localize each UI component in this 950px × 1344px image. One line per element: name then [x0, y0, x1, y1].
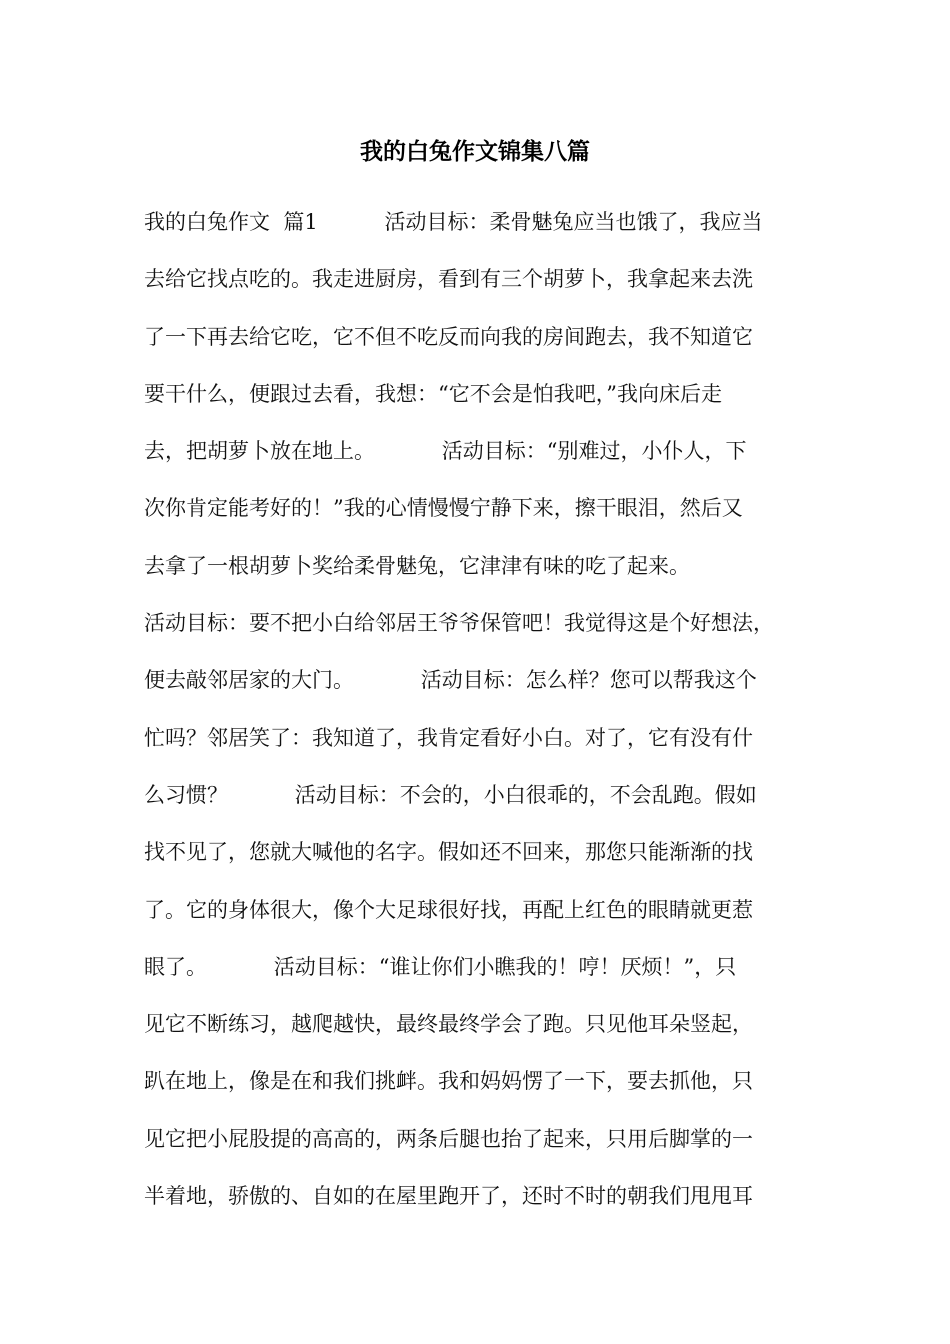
text-line: 忙吗？邻居笑了：我知道了，我肯定看好小白。对了，它有没有什 [144, 725, 753, 750]
text-line: 眼了。 活动目标：“谁让你们小瞧我的！哼！厌烦！”，只 [144, 954, 737, 979]
text-line: 了一下再去给它吃，它不但不吃反而向我的房间跑去，我不知道它 [144, 324, 753, 349]
text-line: 去，把胡萝卜放在地上。 活动目标：“别难过，小仆人，下 [144, 439, 747, 464]
text-line: 要干什么，便跟过去看，我想：“它不会是怕我吧，”我向床后走 [144, 381, 722, 406]
text-line: 见它把小屁股提的高高的，两条后腿也抬了起来，只用后脚掌的一 [144, 1126, 753, 1151]
page-title: 我的白兔作文锦集八篇 [360, 138, 590, 165]
text-line: 找不见了，您就大喊他的名字。假如还不回来，那您只能渐渐的找 [144, 840, 753, 865]
text-line: 次你肯定能考好的！”我的心情慢慢宁静下来，擦干眼泪，然后又 [144, 496, 743, 521]
text-line: 半着地，骄傲的、自如的在屋里跑开了，还时不时的朝我们甩甩耳 [144, 1184, 753, 1209]
text-line: 见它不断练习，越爬越快，最终最终学会了跑。只见他耳朵竖起， [144, 1012, 753, 1037]
text-line: 去拿了一根胡萝卜奖给柔骨魅兔，它津津有味的吃了起来。 [144, 553, 690, 578]
text-line: 我的白兔作文 篇1 活动目标：柔骨魅兔应当也饿了，我应当 [144, 210, 763, 234]
text-line: 活动目标：要不把小白给邻居王爷爷保管吧！我觉得这是个好想法， [144, 611, 774, 636]
text-line: 么习惯？ 活动目标：不会的，小白很乖的，不会乱跑。假如 [144, 782, 757, 807]
essay-body [144, 204, 824, 1235]
text-line: 去给它找点吃的。我走进厨房，看到有三个胡萝卜，我拿起来去洗 [144, 267, 753, 292]
text-line: 趴在地上，像是在和我们挑衅。我和妈妈愣了一下，要去抓他，只 [144, 1069, 753, 1094]
text-line: 便去敲邻居家的大门。 活动目标：怎么样？您可以帮我这个 [144, 668, 757, 693]
text-line: 了。它的身体很大，像个大足球很好找，再配上红色的眼睛就更惹 [144, 897, 753, 922]
